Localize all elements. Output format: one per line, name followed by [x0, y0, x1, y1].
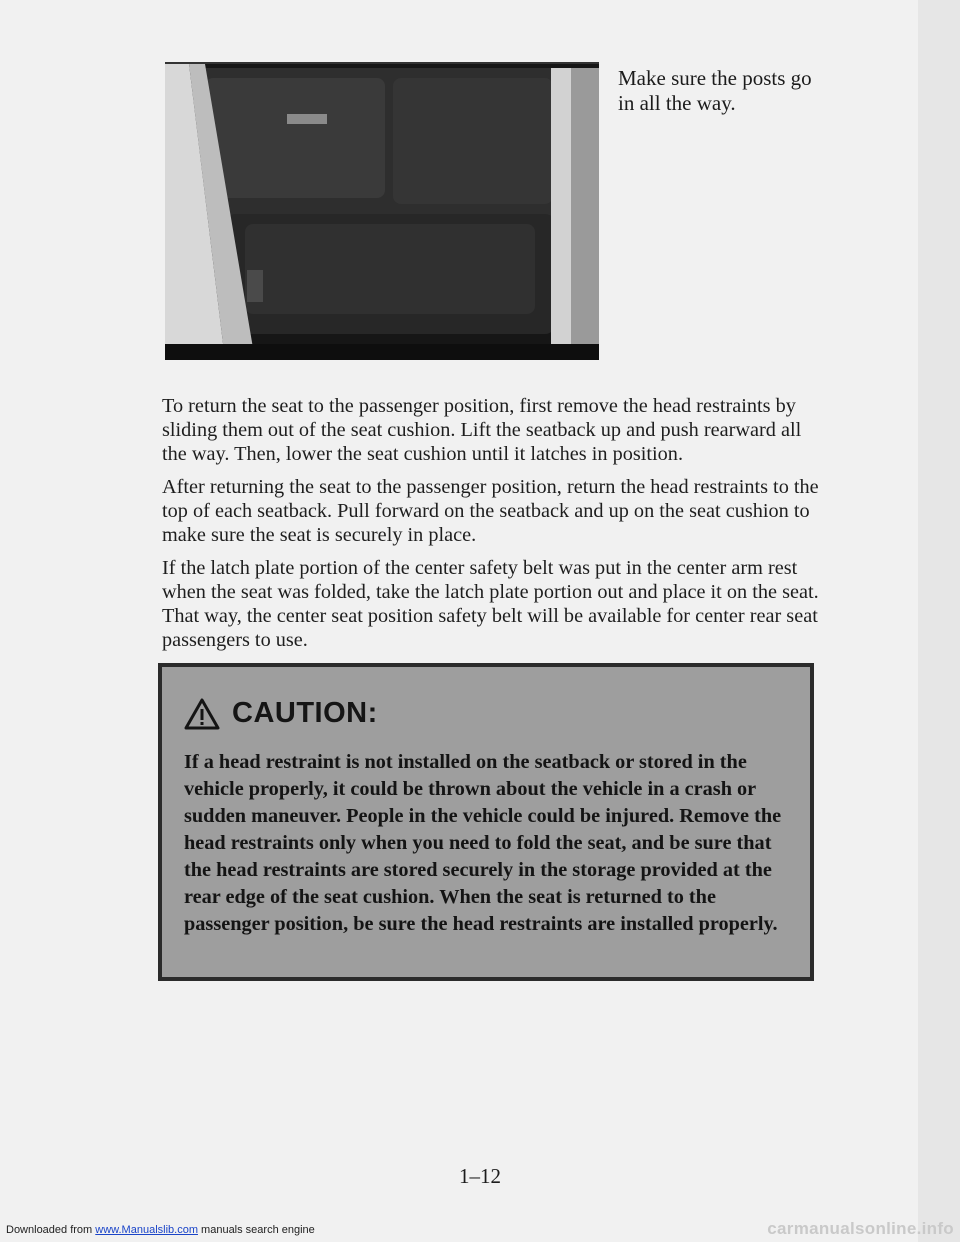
caution-text: If a head restraint is not installed on the seatback or stored in the vehicle properly, it could be thrown about the vehicle in a crash or sudden maneuver. People in the vehicle could be injured. Remove the head restraints only when you need to fold the seat, and be sure that the head restraints are stored securely in the storage provided at the rear edge of the seat cushion. When the seat is returned to the passenger position, be sure the head restraints are installed properly. — [184, 751, 782, 935]
footer-suffix: manuals search engine — [201, 1224, 315, 1236]
caution-header — [184, 697, 378, 730]
caution-box — [158, 663, 814, 981]
footer-prefix: Downloaded from — [6, 1224, 93, 1236]
site-watermark: carmanualsonline.info — [767, 1219, 954, 1238]
seat-photo — [165, 62, 599, 360]
paragraph-head-restraints: After returning the seat to the passenger position, return the head restraints to the top of each seatback. Pull forward on the seatback and up on the seat cushion to make sure the seat is securely in place. — [162, 476, 819, 546]
manualslib-link[interactable]: www.Manualslib.com — [95, 1224, 198, 1236]
seat-photo-image — [165, 64, 599, 360]
caution-title: CAUTION: — [232, 697, 378, 729]
page-number: 1–12 — [459, 1164, 501, 1188]
paragraph-return-seat: To return the seat to the passenger position, first remove the head restraints by sliding them out of the seat cushion. Lift the seatback up and push rearward all the way. Then, lower the seat cushion until it latches in position. — [162, 395, 802, 465]
paragraph-latch-plate: If the latch plate portion of the center safety belt was put in the center arm rest when the seat was folded, take the latch plate portion out and place it on the seat. That way, the center seat position safety belt will be available for center rear seat passengers to use. — [162, 557, 819, 651]
warning-triangle-icon — [184, 698, 220, 730]
page-edge — [918, 0, 960, 1242]
body-text — [162, 394, 822, 661]
download-footer — [6, 1224, 315, 1236]
photo-caption: Make sure the posts go in all the way. — [618, 66, 812, 115]
